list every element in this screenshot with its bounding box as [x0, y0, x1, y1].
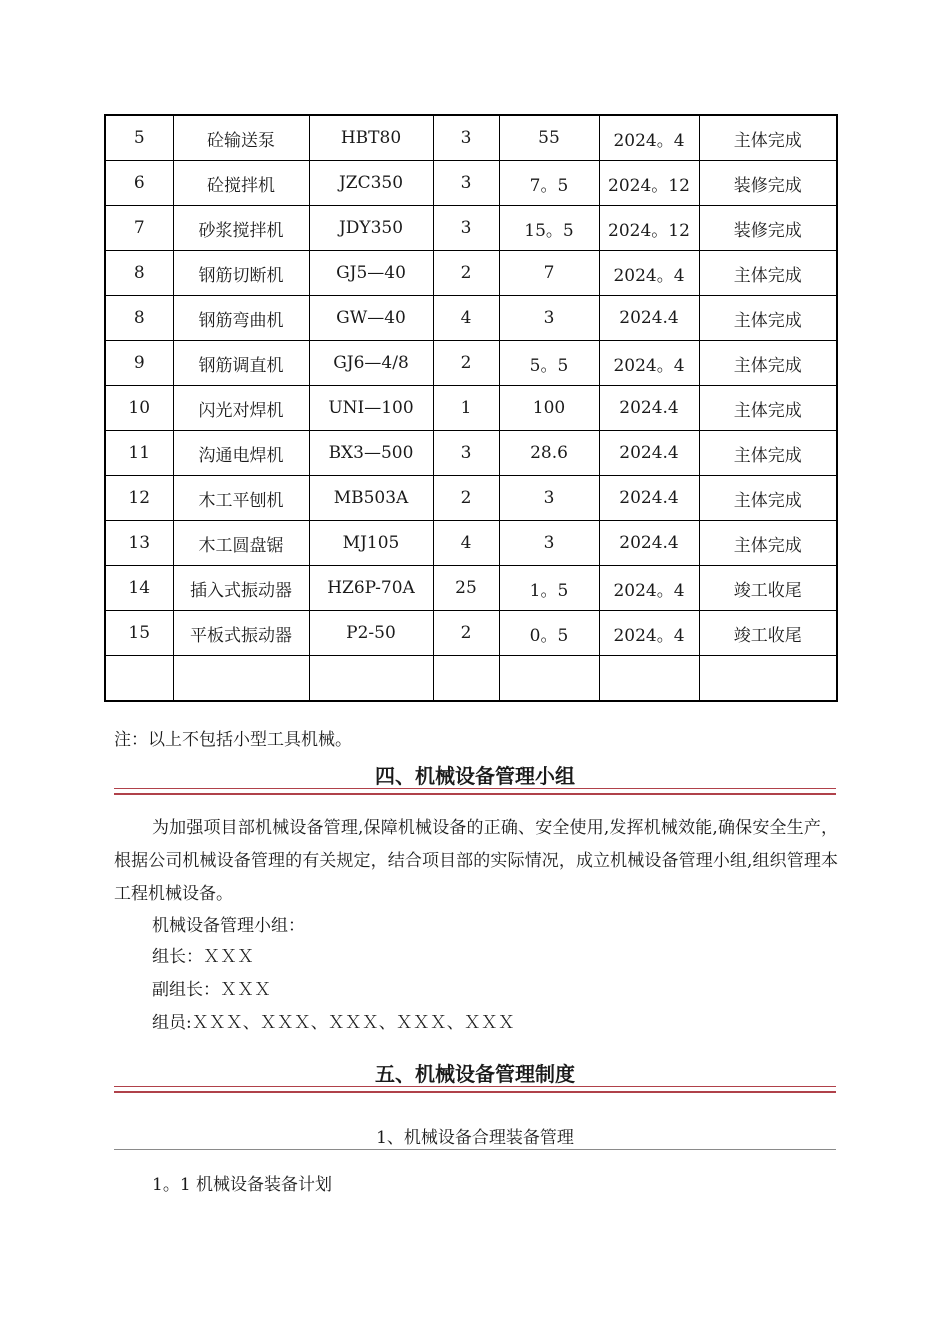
section-4-paragraph: 为加强项目部机械设备管理,保障机械设备的正确、安全使用,发挥机械效能,确保安全生产，根据公司机械设备管理的有关规定，结合项目部的实际情况，成立机械设备管理小组,组织管理本工程机械设备。: [114, 818, 838, 904]
table-cell: 主体完成: [699, 521, 837, 566]
table-row: [105, 251, 837, 296]
table-cell: 2: [433, 611, 499, 656]
table-cell: 木工圆盘锯: [173, 521, 309, 566]
table-cell: 14: [105, 566, 173, 611]
table-cell: 平板式振动器: [173, 611, 309, 656]
table-cell: 3: [499, 476, 599, 521]
table-cell: 装修完成: [699, 161, 837, 206]
table-cell: BX3—500: [309, 431, 433, 476]
item-heading: 1。1 机械设备装备计划: [152, 1175, 333, 1195]
table-cell: 7: [499, 251, 599, 296]
table-cell: 钢筋弯曲机: [173, 296, 309, 341]
table-cell: [699, 656, 837, 702]
table-cell: 3: [499, 296, 599, 341]
table-cell: 1。5: [499, 566, 599, 611]
section-5-divider: [114, 1086, 836, 1093]
table-cell: 12: [105, 476, 173, 521]
table-cell: 4: [433, 521, 499, 566]
table-cell: 2: [433, 341, 499, 386]
table-cell: JZC350: [309, 161, 433, 206]
equipment-table: [104, 114, 838, 702]
section-5-heading: 五、机械设备管理制度: [375, 1062, 575, 1086]
table-cell: 2024.4: [599, 296, 699, 341]
subsection-divider: [114, 1149, 836, 1150]
table-cell: 钢筋调直机: [173, 341, 309, 386]
table-cell: 6: [105, 161, 173, 206]
table-cell: 1: [433, 386, 499, 431]
table-row: [105, 611, 837, 656]
table-cell: P2-50: [309, 611, 433, 656]
group-deputy: 副组长：ＸＸＸ: [152, 980, 271, 1000]
table-cell: UNI—100: [309, 386, 433, 431]
table-cell: 2024。4: [599, 115, 699, 161]
table-cell: 3: [433, 161, 499, 206]
table-cell: 主体完成: [699, 115, 837, 161]
table-cell: GJ6—4/8: [309, 341, 433, 386]
table-cell: 2024。4: [599, 251, 699, 296]
section-4-divider: [114, 788, 836, 795]
section-4-heading: 四、机械设备管理小组: [375, 764, 575, 788]
table-cell: 砂浆搅拌机: [173, 206, 309, 251]
table-cell: 8: [105, 296, 173, 341]
table-cell: 主体完成: [699, 431, 837, 476]
table-cell: 竣工收尾: [699, 611, 837, 656]
table-note: 注：以上不包括小型工具机械。: [114, 730, 352, 750]
table-row: [105, 656, 837, 702]
table-cell: [173, 656, 309, 702]
table-cell: 装修完成: [699, 206, 837, 251]
table-row: [105, 206, 837, 251]
equipment-table-body: [105, 115, 837, 701]
table-cell: 砼输送泵: [173, 115, 309, 161]
table-cell: HBT80: [309, 115, 433, 161]
table-cell: MB503A: [309, 476, 433, 521]
table-row: [105, 476, 837, 521]
table-cell: 2024。12: [599, 206, 699, 251]
table-cell: MJ105: [309, 521, 433, 566]
table-row: [105, 386, 837, 431]
table-cell: GW—40: [309, 296, 433, 341]
table-cell: [309, 656, 433, 702]
table-cell: 砼搅拌机: [173, 161, 309, 206]
table-cell: 主体完成: [699, 476, 837, 521]
table-row: [105, 521, 837, 566]
table-cell: 3: [499, 521, 599, 566]
table-cell: 2: [433, 476, 499, 521]
table-cell: 9: [105, 341, 173, 386]
table-cell: 闪光对焊机: [173, 386, 309, 431]
group-leader: 组长：ＸＸＸ: [152, 947, 254, 967]
table-cell: 3: [433, 206, 499, 251]
table-cell: 木工平刨机: [173, 476, 309, 521]
table-cell: 28.6: [499, 431, 599, 476]
group-members: 组员:ＸＸＸ、ＸＸＸ、ＸＸＸ、ＸＸＸ、ＸＸＸ: [152, 1013, 515, 1033]
table-cell: 15: [105, 611, 173, 656]
subsection-heading: 1、机械设备合理装备管理: [376, 1128, 574, 1148]
table-cell: 3: [433, 115, 499, 161]
table-cell: 5。5: [499, 341, 599, 386]
table-cell: 沟通电焊机: [173, 431, 309, 476]
group-title: 机械设备管理小组：: [152, 916, 305, 936]
table-cell: 55: [499, 115, 599, 161]
table-cell: 竣工收尾: [699, 566, 837, 611]
table-cell: 2024。12: [599, 161, 699, 206]
table-row: [105, 341, 837, 386]
table-cell: 主体完成: [699, 341, 837, 386]
table-cell: 插入式振动器: [173, 566, 309, 611]
table-cell: 2024.4: [599, 521, 699, 566]
table-cell: 7。5: [499, 161, 599, 206]
table-cell: 2024.4: [599, 386, 699, 431]
table-cell: 0。5: [499, 611, 599, 656]
table-cell: JDY350: [309, 206, 433, 251]
table-cell: 2024。4: [599, 341, 699, 386]
table-cell: 2: [433, 251, 499, 296]
table-row: [105, 566, 837, 611]
table-cell: [105, 656, 173, 702]
table-row: [105, 161, 837, 206]
table-cell: 100: [499, 386, 599, 431]
table-cell: 3: [433, 431, 499, 476]
table-cell: HZ6P-70A: [309, 566, 433, 611]
table-cell: 主体完成: [699, 296, 837, 341]
table-cell: [599, 656, 699, 702]
table-cell: [499, 656, 599, 702]
table-cell: 2024。4: [599, 566, 699, 611]
table-cell: 15。5: [499, 206, 599, 251]
table-cell: GJ5—40: [309, 251, 433, 296]
table-cell: 25: [433, 566, 499, 611]
table-cell: 2024。4: [599, 611, 699, 656]
table-row: [105, 115, 837, 161]
table-cell: 13: [105, 521, 173, 566]
table-cell: 钢筋切断机: [173, 251, 309, 296]
table-cell: 2024.4: [599, 476, 699, 521]
table-cell: 7: [105, 206, 173, 251]
table-cell: 11: [105, 431, 173, 476]
table-cell: 5: [105, 115, 173, 161]
table-cell: 主体完成: [699, 251, 837, 296]
table-cell: 4: [433, 296, 499, 341]
table-cell: 10: [105, 386, 173, 431]
table-cell: [433, 656, 499, 702]
table-row: [105, 296, 837, 341]
table-cell: 主体完成: [699, 386, 837, 431]
table-cell: 2024.4: [599, 431, 699, 476]
table-cell: 8: [105, 251, 173, 296]
table-row: [105, 431, 837, 476]
